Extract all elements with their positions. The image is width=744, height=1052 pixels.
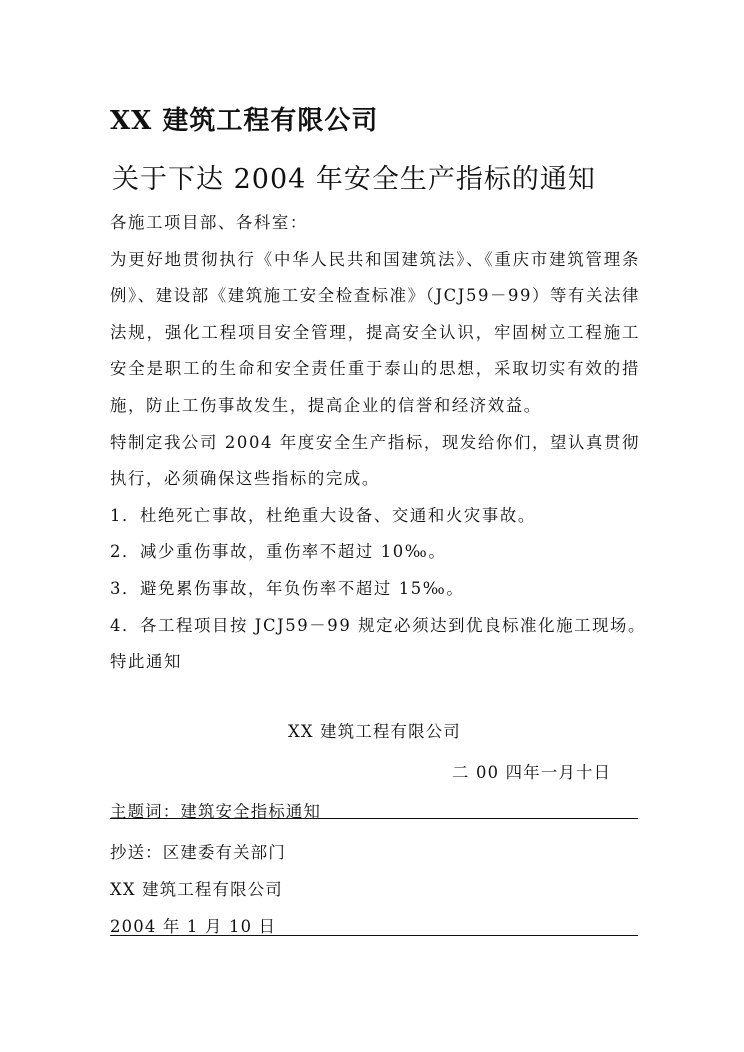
closing-text: 特此通知	[110, 652, 182, 672]
salutation: 各施工项目部、各科室：	[110, 213, 308, 232]
issue-date: 二 00 四年一月十日	[452, 763, 612, 782]
indicator-item-1: 1．杜绝死亡事故，杜绝重大设备、交通和火灾事故。	[110, 505, 536, 525]
body-paragraph: 为更好地贯彻执行《中华人民共和国建筑法》、《重庆市建筑管理条例》、建设部《建筑施工安全检查标准》（JCJ59－99）等有关法律法规，强化工程项目安全管理，提高安全认识，牢固树立工程施工安全是职工的生命和安全责任重于泰山的思想，采取切实有效的措施，防止工伤事故发生，提高企业的信誉和经济效益。	[110, 249, 640, 415]
company-header: XX 建筑工程有限公司	[110, 106, 379, 136]
footer-date: 2004 年 1 月 10 日	[110, 913, 638, 936]
footer-company: XX 建筑工程有限公司	[110, 880, 283, 899]
indicator-item-2: 2．减少重伤事故，重伤率不超过 10‰。	[110, 542, 447, 562]
indicator-item-4: 4．各工程项目按 JCJ59－99 规定必须达到优良标准化施工现场。	[110, 615, 647, 635]
notice-title: 关于下达 2004 年安全生产指标的通知	[112, 164, 596, 195]
notice-body	[110, 205, 647, 681]
cc-line: 抄送：区建委有关部门	[110, 843, 286, 862]
indicator-item-3: 3．避免累伤事故，年负伤率不超过 15‰。	[110, 578, 465, 598]
signature-company: XX 建筑工程有限公司	[288, 722, 461, 741]
keywords-line: 主题词：建筑安全指标通知	[110, 798, 638, 819]
body-paragraph: 特制定我公司 2004 年度安全生产指标，现发给你们，望认真贯彻执行，必须确保这些指标的完成。	[110, 432, 640, 489]
